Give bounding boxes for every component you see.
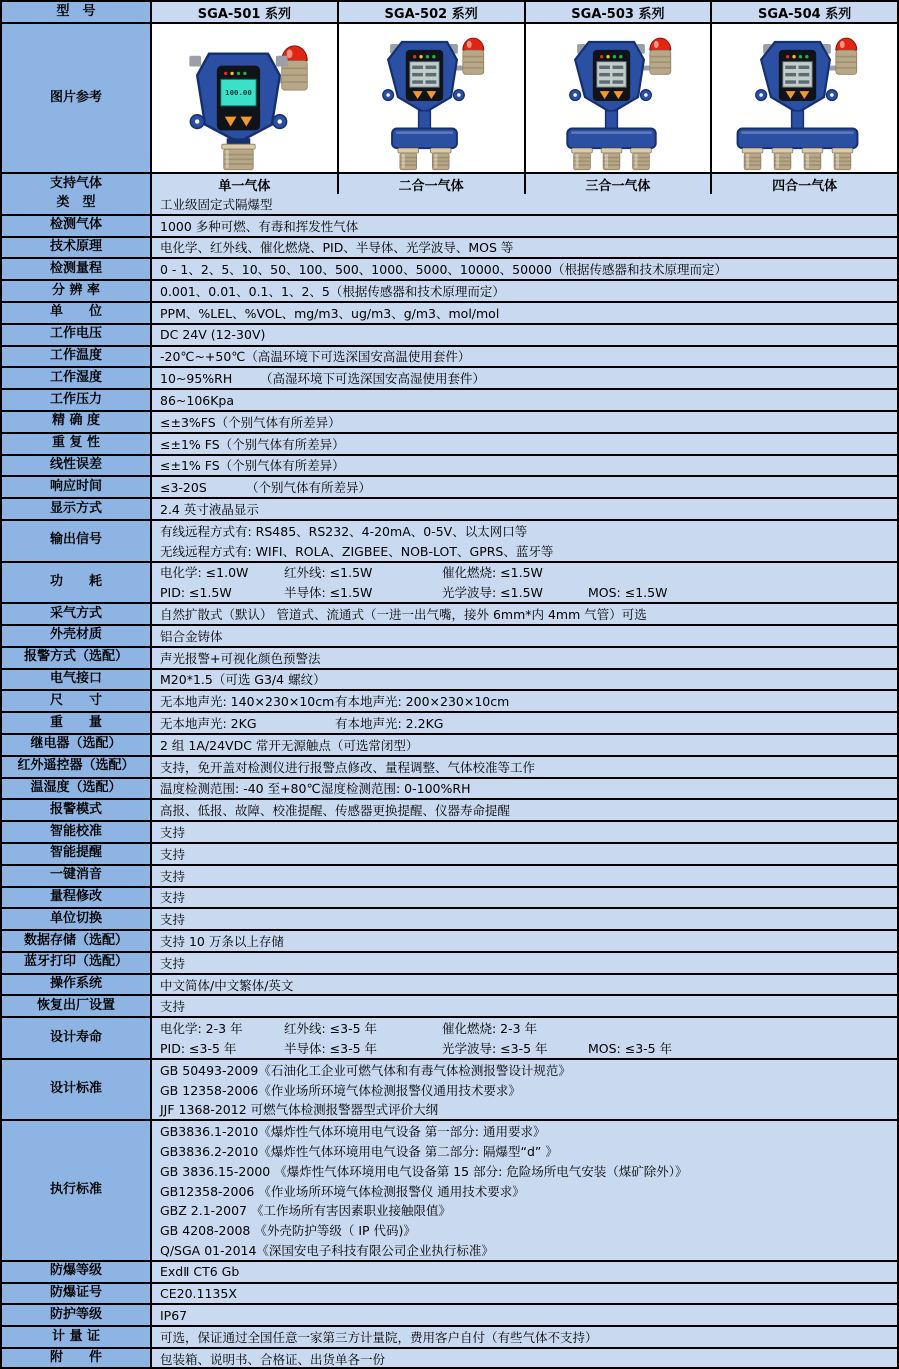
spec-row-value: ≤±1% FS（个别气体有所差异） — [150, 456, 897, 476]
spec-row-value: 2 组 1A/24VDC 常开无源触点（可选常闭型） — [150, 735, 897, 755]
spec-row — [2, 301, 897, 323]
spec-row — [2, 1119, 897, 1260]
spec-row-label: 红外遥控器（选配） — [2, 757, 150, 777]
spec-row-value: -20℃~+50℃（高温环境下可选深国安高温使用套件） — [150, 347, 897, 367]
spec-row-value: 支持 — [150, 866, 897, 886]
device-image-sga-501 — [150, 24, 337, 172]
spec-row — [2, 886, 897, 908]
spec-row — [2, 842, 897, 864]
spec-row-label: 工作温度 — [2, 347, 150, 367]
spec-row — [2, 711, 897, 733]
spec-row-value: GB 50493-2009《石油化工企业可燃气体和有毒气体检测报警设计规范》 GB 12358-2006《作业场所环境气体检测报警仪通用技术要求》 JJF 1368-2012 可燃气体检测报警器型式评价大纲 — [150, 1060, 897, 1119]
spec-row-label: 检测气体 — [2, 216, 150, 236]
spec-row — [2, 194, 897, 214]
spec-row — [2, 1058, 897, 1119]
spec-row-value: 支持 10 万条以上存储 — [150, 931, 897, 951]
spec-row-label: 设计寿命 — [2, 1018, 150, 1058]
header-model-label: 型 号 — [2, 2, 150, 22]
gas-count-4: 四合一气体 — [710, 174, 897, 194]
spec-row — [2, 624, 897, 646]
spec-row-value: 电化学: 2-3 年 红外线: ≤3-5 年 催化燃烧: 2-3 年 PID: ≤3-5 年 半导体: ≤3-5 年 光学波导: ≤3-5 年 MOS: ≤3-5 年 — [150, 1018, 897, 1058]
spec-row-label: 外壳材质 — [2, 626, 150, 646]
gas-detector-image-4 — [712, 24, 897, 172]
spec-row — [2, 497, 897, 519]
spec-row-value: 支持 — [150, 953, 897, 973]
spec-row — [2, 454, 897, 476]
spec-row-label: 工作压力 — [2, 390, 150, 410]
spec-row-value: 支持 — [150, 822, 897, 842]
spec-row-value: 高报、低报、故障、校准提醒、传感器更换提醒、仪器寿命提醒 — [150, 800, 897, 820]
spec-row-value: 0 - 1、2、5、10、50、100、500、1000、5000、10000、50000（根据传感器和技术原理而定） — [150, 259, 897, 279]
header-model-sga504: SGA-504 系列 — [710, 2, 897, 22]
spec-row-label: 单 位 — [2, 303, 150, 323]
spec-row-label: 电气接口 — [2, 670, 150, 690]
device-image-sga-503 — [524, 24, 711, 172]
supported-gas-row — [2, 172, 897, 194]
image-row — [2, 22, 897, 172]
spec-row — [2, 432, 897, 454]
spec-row-label: 蓝牙打印（选配） — [2, 953, 150, 973]
spec-row-label: 智能校准 — [2, 822, 150, 842]
spec-row-label: 恢复出厂设置 — [2, 996, 150, 1016]
spec-row-label: 执行标准 — [2, 1121, 150, 1260]
device-image-sga-504 — [710, 24, 897, 172]
spec-row-value: 无本地声光: 140×230×10cm 有本地声光: 200×230×10cm — [150, 691, 897, 711]
spec-row-value: 中文简体/中文繁体/英文 — [150, 975, 897, 995]
spec-row-label: 显示方式 — [2, 499, 150, 519]
image-row-label: 图片参考 — [2, 24, 150, 172]
gas-detector-image-3 — [526, 24, 711, 172]
spec-row — [2, 388, 897, 410]
spec-row-label: 智能提醒 — [2, 844, 150, 864]
spec-row-value: 支持 — [150, 996, 897, 1016]
spec-row-label: 报警模式 — [2, 800, 150, 820]
spec-row — [2, 323, 897, 345]
spec-row — [2, 519, 897, 561]
spec-row — [2, 561, 897, 603]
spec-row-label: 操作系统 — [2, 975, 150, 995]
spec-row-value: GB3836.1-2010《爆炸性气体环境用电气设备 第一部分: 通用要求》 GB3836.2-2010《爆炸性气体环境用电气设备 第二部分: 隔爆型“d” 》 GB 3836.15-2000 《爆炸性气体环境用电气设备第 15 部分: 危险场所电气安装（煤矿除外）》 GB12358-2006 《作业场所环境气体检测报警仪 通用技术要求》 GBZ 2.1-2007 《工作场所有害因素职业接触限值》 GB 4208-2008 《外壳防护等级（ IP 代码)》 Q/SGA 01-2014《深国安电子科技有限公司企业执行标准》 — [150, 1121, 897, 1260]
spec-row-value: 86~106Kpa — [150, 390, 897, 410]
svg-text:100.00: 100.00 — [225, 88, 252, 98]
spec-row — [2, 820, 897, 842]
spec-row-label: 附 件 — [2, 1349, 150, 1369]
spec-row — [2, 798, 897, 820]
spec-row-value: DC 24V (12-30V) — [150, 325, 897, 345]
spec-row-label: 工作电压 — [2, 325, 150, 345]
spec-row-value: 支持 — [150, 888, 897, 908]
gas-count-1: 单一气体 — [150, 174, 337, 194]
spec-row-label: 重 复 性 — [2, 434, 150, 454]
spec-row-label: 计 量 证 — [2, 1327, 150, 1347]
spec-row-value: 铝合金铸体 — [150, 626, 897, 646]
spec-row-value: 自然扩散式（默认） 管道式、流通式（一进一出气嘴，接外 6mm*内 4mm 气管）可选 — [150, 604, 897, 624]
spec-row — [2, 345, 897, 367]
spec-row-value: ≤±1% FS（个别气体有所差异） — [150, 434, 897, 454]
spec-row-value: ≤3-20S （个别气体有所差异） — [150, 477, 897, 497]
spec-row-value: ≤±3%FS（个别气体有所差异） — [150, 412, 897, 432]
spec-row — [2, 475, 897, 497]
spec-row-label: 检测量程 — [2, 259, 150, 279]
spec-row — [2, 1325, 897, 1347]
spec-rows — [2, 194, 897, 1369]
spec-row-value: 1000 多种可燃、有毒和挥发性气体 — [150, 216, 897, 236]
spec-row — [2, 602, 897, 624]
spec-row-value: CE20.1135X — [150, 1284, 897, 1304]
spec-row — [2, 279, 897, 301]
spec-row-label: 重 量 — [2, 713, 150, 733]
spec-row-value: 电化学、红外线、催化燃烧、PID、半导体、光学波导、MOS 等 — [150, 238, 897, 258]
spec-row-label: 响应时间 — [2, 477, 150, 497]
spec-row — [2, 864, 897, 886]
spec-row-label: 线性误差 — [2, 456, 150, 476]
spec-row — [2, 755, 897, 777]
gas-detector-image-1 — [152, 24, 337, 172]
spec-row-value: 无本地声光: 2KG 有本地声光: 2.2KG — [150, 713, 897, 733]
device-image-sga-502 — [337, 24, 524, 172]
spec-row — [2, 733, 897, 755]
spec-row-label: 防爆证号 — [2, 1284, 150, 1304]
spec-row-label: 单位切换 — [2, 909, 150, 929]
spec-row-label: 数据存储（选配） — [2, 931, 150, 951]
spec-row-value: PPM、%LEL、%VOL、mg/m3、ug/m3、g/m3、mol/mol — [150, 303, 897, 323]
header-model-sga502: SGA-502 系列 — [337, 2, 524, 22]
spec-row-label: 温湿度（选配） — [2, 779, 150, 799]
spec-row — [2, 689, 897, 711]
spec-row — [2, 366, 897, 388]
spec-row — [2, 973, 897, 995]
header-row — [2, 2, 897, 22]
spec-row — [2, 257, 897, 279]
spec-row-value: 温度检测范围: -40 至+80℃ 湿度检测范围: 0-100%RH — [150, 779, 897, 799]
spec-row — [2, 929, 897, 951]
spec-row — [2, 668, 897, 690]
spec-row-label: 输出信号 — [2, 521, 150, 561]
spec-row — [2, 1347, 897, 1369]
spec-row — [2, 646, 897, 668]
spec-row-label: 防爆等级 — [2, 1262, 150, 1282]
spec-row — [2, 214, 897, 236]
spec-row-label: 技术原理 — [2, 238, 150, 258]
spec-row-label: 分 辨 率 — [2, 281, 150, 301]
header-model-sga501: SGA-501 系列 — [150, 2, 337, 22]
spec-row-value: 支持，免开盖对检测仪进行报警点修改、量程调整、气体校准等工作 — [150, 757, 897, 777]
spec-row-value: 0.001、0.01、0.1、1、2、5（根据传感器和技术原理而定） — [150, 281, 897, 301]
spec-row — [2, 1303, 897, 1325]
spec-row — [2, 1016, 897, 1058]
spec-row-label: 类 型 — [2, 194, 150, 214]
spec-row-value: 可选，保证通过全国任意一家第三方计量院，费用客户自付（有些气体不支持） — [150, 1327, 897, 1347]
spec-row-value: ExdⅡ CT6 Gb — [150, 1262, 897, 1282]
spec-row — [2, 1260, 897, 1282]
header-model-sga503: SGA-503 系列 — [524, 2, 711, 22]
spec-row — [2, 1282, 897, 1304]
spec-row-label: 尺 寸 — [2, 691, 150, 711]
spec-row-label: 报警方式（选配） — [2, 648, 150, 668]
spec-row-value: 工业级固定式隔爆型 — [150, 194, 897, 214]
spec-row-label: 功 耗 — [2, 563, 150, 603]
spec-row-label: 设计标准 — [2, 1060, 150, 1119]
spec-row-value: 有线远程方式有: RS485、RS232、4-20mA、0-5V、以太网口等 无线远程方式有: WIFI、ROLA、ZIGBEE、NOB-LOT、GPRS、蓝牙等 — [150, 521, 897, 561]
spec-row-value: 2.4 英寸液晶显示 — [150, 499, 897, 519]
spec-row-value: 电化学: ≤1.0W 红外线: ≤1.5W 催化燃烧: ≤1.5W PID: ≤1.5W 半导体: ≤1.5W 光学波导: ≤1.5W MOS: ≤1.5W — [150, 563, 897, 603]
spec-row-value: 支持 — [150, 844, 897, 864]
spec-row-label: 采气方式 — [2, 604, 150, 624]
spec-row-label: 精 确 度 — [2, 412, 150, 432]
gas-row-label: 支持气体 — [2, 174, 150, 194]
spec-row-label: 工作湿度 — [2, 368, 150, 388]
spec-row — [2, 994, 897, 1016]
spec-row-value: 包装箱、说明书、合格证、出货单各一份 — [150, 1349, 897, 1369]
spec-row — [2, 777, 897, 799]
spec-row — [2, 236, 897, 258]
spec-row-value: 10~95%RH （高湿环境下可选深国安高湿使用套件） — [150, 368, 897, 388]
gas-count-3: 三合一气体 — [524, 174, 711, 194]
spec-row-value: 声光报警+可视化颜色预警法 — [150, 648, 897, 668]
spec-row-value: M20*1.5（可选 G3/4 螺纹） — [150, 670, 897, 690]
spec-row-label: 一键消音 — [2, 866, 150, 886]
spec-row-label: 继电器（选配） — [2, 735, 150, 755]
spec-row-value: IP67 — [150, 1305, 897, 1325]
spec-row — [2, 907, 897, 929]
gas-detector-image-2 — [339, 24, 524, 172]
gas-count-2: 二合一气体 — [337, 174, 524, 194]
spec-row-label: 量程修改 — [2, 888, 150, 908]
spec-row-label: 防护等级 — [2, 1305, 150, 1325]
spec-row-value: 支持 — [150, 909, 897, 929]
spec-row — [2, 410, 897, 432]
spec-row — [2, 951, 897, 973]
